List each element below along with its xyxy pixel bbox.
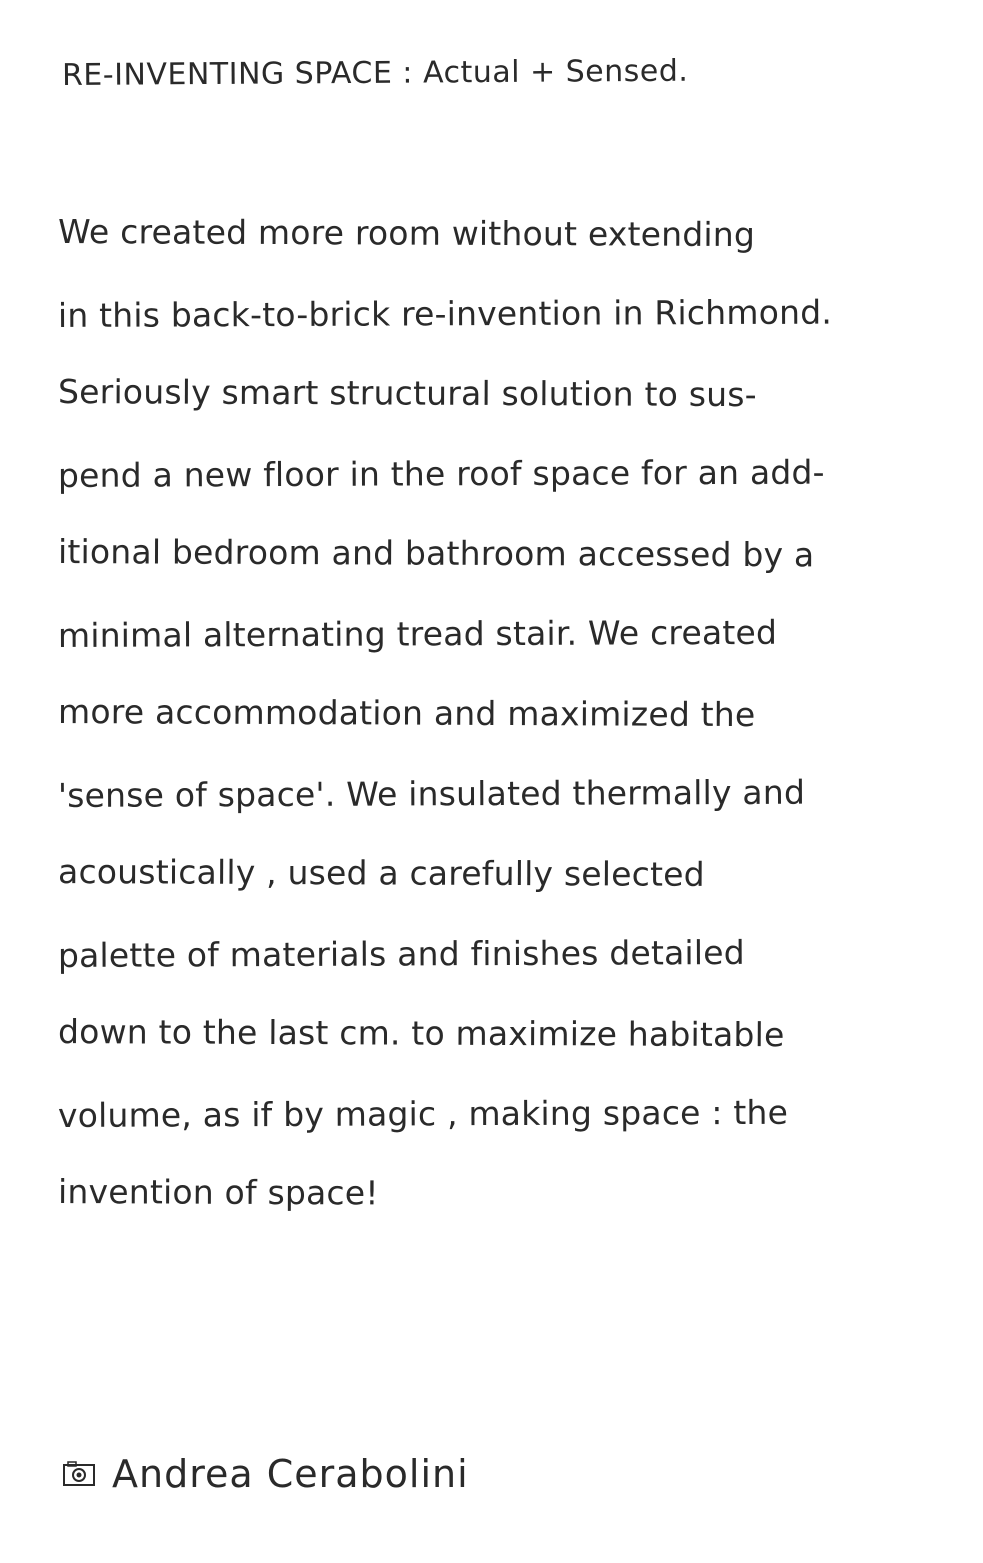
camera-icon [62, 1461, 96, 1487]
note-line: We created more room without extending [57, 212, 756, 255]
note-line: volume, as if by magic , making space : the [57, 1092, 789, 1135]
note-line: palette of materials and finishes detailed [57, 932, 745, 975]
photo-credit [62, 1452, 469, 1496]
photographer-name: Andrea Cerabolini [112, 1452, 469, 1496]
note-title: RE-INVENTING SPACE : Actual + Sensed. [61, 53, 689, 93]
note-line: pend a new floor in the roof space for an add- [57, 452, 825, 495]
note-line: down to the last cm. to maximize habitable [57, 1012, 785, 1055]
note-line: acoustically , used a carefully selected [57, 852, 705, 894]
note-line: itional bedroom and bathroom accessed by a [57, 532, 815, 575]
note-line: Seriously smart structural solution to sus- [57, 372, 757, 415]
note-line: more accommodation and maximized the [57, 692, 756, 735]
note-body [58, 210, 958, 1250]
note-line: minimal alternating tread stair. We created [57, 612, 778, 655]
note-line: in this back-to-brick re-invention in Richmond. [57, 292, 833, 335]
note-line: 'sense of space'. We insulated thermally and [57, 772, 806, 815]
note-line: invention of space! [57, 1172, 379, 1213]
